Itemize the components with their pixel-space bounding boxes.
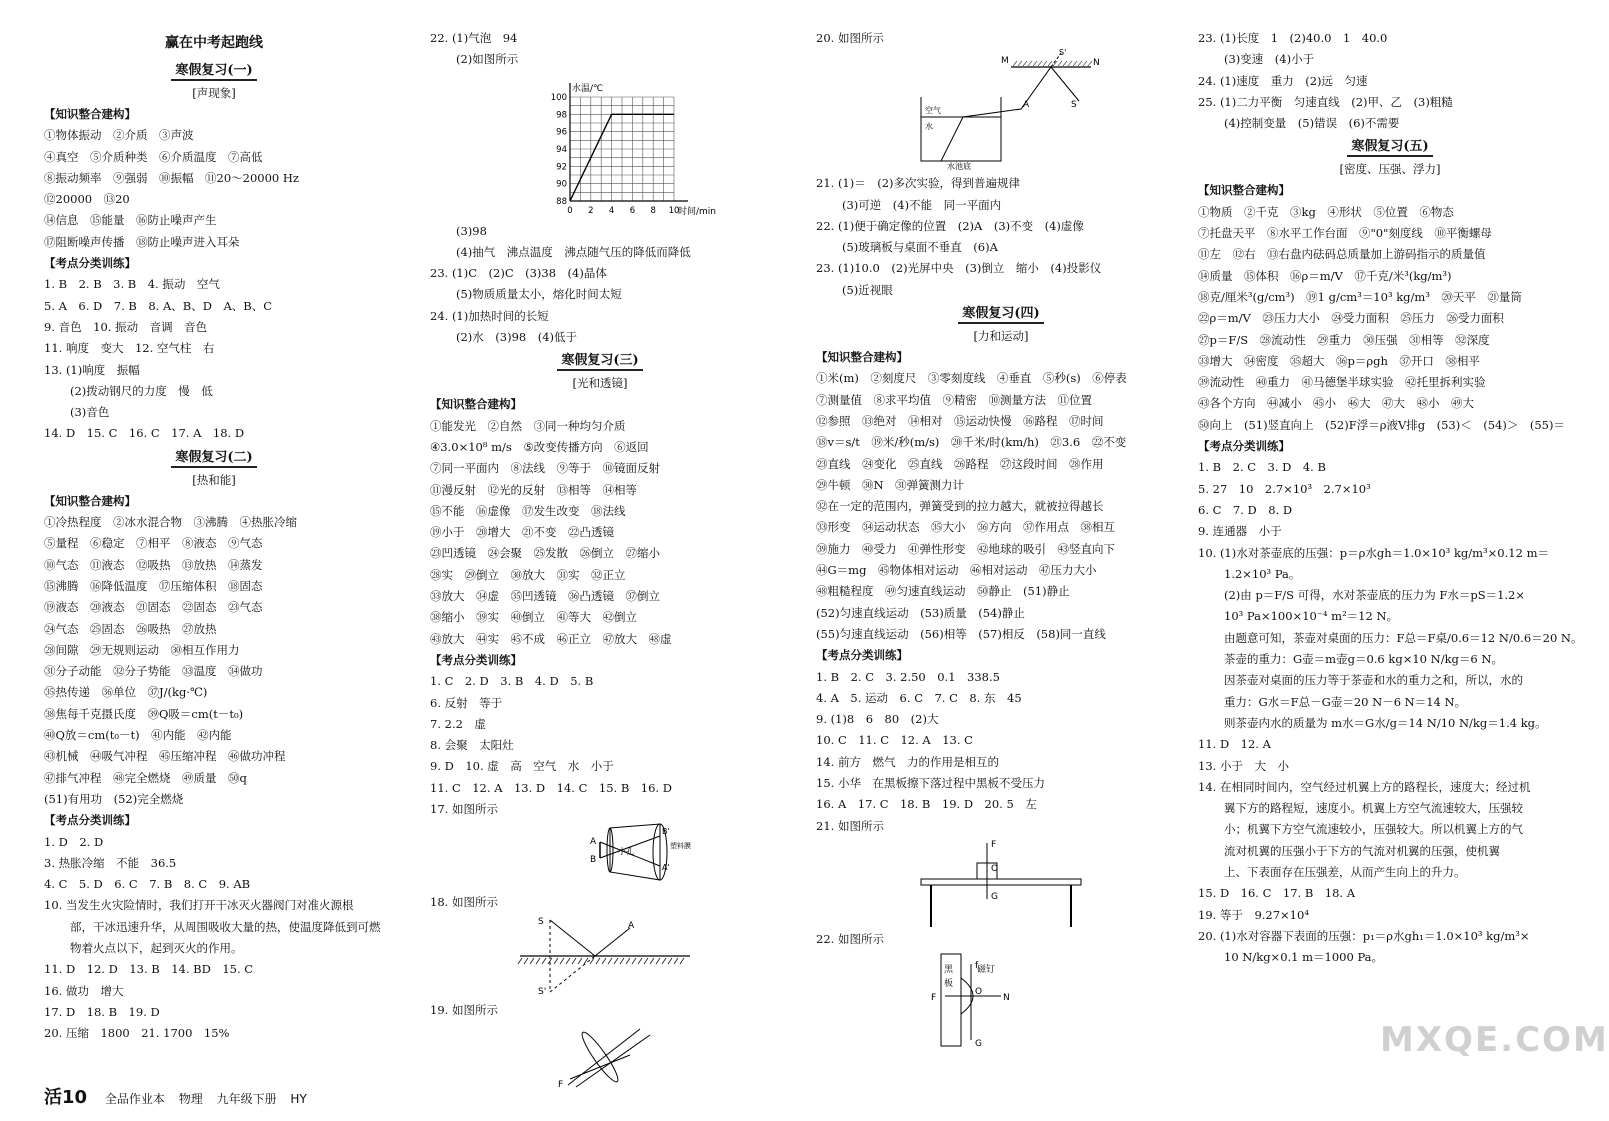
figure-label: 磁钉 <box>977 965 996 976</box>
section-subtitle: [密度、压强、浮力] <box>1339 162 1441 177</box>
figure-label: G <box>991 891 998 902</box>
answer-line: 17. 如图所示 <box>430 802 498 817</box>
answer-line: ㉟热传递 ㊱单位 ㊲J/(kg·℃) <box>44 685 208 700</box>
mirror-hatch <box>1038 61 1042 66</box>
mirror-hatch <box>1063 61 1067 66</box>
answer-line: (5)玻璃板与桌面不垂直 (6)A <box>842 240 998 255</box>
answer-line: 13. (1)响度 振幅 <box>44 362 140 377</box>
answer-line: ㊵Q放＝cm(t₀－t) ㊶内能 ㊷内能 <box>44 728 232 743</box>
answer-line: 9. 音色 10. 振动 音调 音色 <box>44 319 208 334</box>
answer-line: 24. (1)速度 重力 (2)远 匀速 <box>1198 73 1368 88</box>
answer-line: ㉛分子动能 ㉜分子势能 ㉝温度 ㉞做功 <box>44 664 263 679</box>
section-title-text: 寒假复习(五) <box>1347 139 1432 157</box>
section-heading: 【知识整合建构】 <box>44 493 136 508</box>
answer-line: (3)变速 (4)小于 <box>1224 52 1315 67</box>
answer-line: ⑦托盘天平 ⑧水平工作台面 ⑨"0"刻度线 ⑩平衡螺母 <box>1198 226 1492 241</box>
y-axis-label: 水温/℃ <box>572 83 604 94</box>
figure-blackboard <box>816 950 1186 1050</box>
mirror-hatch <box>554 958 558 964</box>
x-tick-label: 8 <box>650 205 656 216</box>
section-heading: 【考点分类训练】 <box>1198 439 1290 454</box>
answer-line: 19. 如图所示 <box>430 1002 498 1017</box>
answer-line: 20. (1)水对容器下表面的压强：p₁＝ρ水gh₁＝1.0×10³ kg/m³× <box>1198 928 1530 943</box>
answer-line: 物着火点以下，起到灭火的作用。 <box>70 940 243 955</box>
mirror-hatch <box>1018 61 1022 66</box>
answer-line: 翼下方的路程短，速度小。机翼上方空气流速较大，压强较 <box>1224 801 1523 816</box>
answer-line: 10³ Pa×100×10⁻⁴ m²＝12 N。 <box>1224 609 1399 624</box>
figure-label: F <box>558 1079 564 1090</box>
mirror-hatch <box>584 958 588 964</box>
table-top <box>921 879 1081 885</box>
answer-line: ⑤量程 ⑥稳定 ⑦相平 ⑧液态 ⑨气态 <box>44 536 263 551</box>
mirror-hatch <box>542 958 546 964</box>
mirror-hatch <box>596 958 600 964</box>
answer-line: ㊿向上 (51)竖直向上 (52)F浮＝ρ液V排g (53)＜ (54)＞ (55)＝ <box>1198 417 1565 432</box>
section-title <box>44 58 384 82</box>
answer-line: 1. B 2. C 3. 2.50 0.1 338.5 <box>816 669 1000 684</box>
answer-line: ⑭质量 ⑮体积 ⑯ρ＝m/V ⑰千克/米³(kg/m³) <box>1198 268 1452 283</box>
edition: HY <box>290 1092 307 1106</box>
answer-line: ⑦同一平面内 ⑧法线 ⑨等于 ⑩镜面反射 <box>430 461 660 476</box>
answer-line: 14. D 15. C 16. C 17. A 18. D <box>44 426 245 441</box>
answer-line: ㊹G＝mg ㊺物体相对运动 ㊻相对运动 ㊼压力大小 <box>816 563 1097 578</box>
figure-label: G <box>975 1039 982 1050</box>
page-title: 赢在中考起跑线 <box>165 35 263 51</box>
section-title <box>816 301 1186 325</box>
figure-label: B <box>590 855 597 866</box>
section-title <box>430 348 770 372</box>
figure-pinhole <box>430 820 770 892</box>
answer-line: 15. D 16. C 17. B 18. A <box>1198 886 1356 901</box>
answer-line: 6. 反射 等于 <box>430 695 503 710</box>
answer-line: 6. C 7. D 8. D <box>1198 502 1293 517</box>
answer-line: (55)匀速直线运动 (56)相等 (57)相反 (58)同一直线 <box>816 626 1106 641</box>
answer-line: ⑲液态 ⑳液态 ㉑固态 ㉒固态 ㉓气态 <box>44 600 263 615</box>
answer-line: 4. A 5. 运动 6. C 7. C 8. 东 45 <box>816 690 1022 705</box>
figure-label: M <box>1001 56 1009 67</box>
answer-line: 因茶壶对桌面的压力等于茶壶和水的重力之和，所以，水的 <box>1224 673 1523 688</box>
pinhole-diagram <box>510 820 690 892</box>
answer-line: 17. D 18. B 19. D <box>44 1004 160 1019</box>
answer-line: 3. 热胀冷缩 不能 36.5 <box>44 855 177 870</box>
answer-line: 由题意可知，茶壶对桌面的压力：F总＝F桌/0.6＝12 N/0.6＝20 N。 <box>1224 630 1583 645</box>
figure-table <box>816 837 1186 929</box>
figure-label: S' <box>1059 48 1067 58</box>
figure-refract <box>816 49 1186 173</box>
figure-label: 塑料膜 <box>670 842 691 851</box>
section-heading: 【知识整合建构】 <box>430 397 522 412</box>
mirror-hatch <box>602 958 606 964</box>
answer-line: 9. 连通器 小于 <box>1198 524 1282 539</box>
answer-line: 21. 如图所示 <box>816 818 884 833</box>
mirror-hatch <box>1083 61 1087 66</box>
figure-label: B' <box>662 827 670 837</box>
figure-label: 空气 <box>925 106 941 116</box>
answer-line: ⑲小于 ⑳增大 ㉑不变 ㉒凸透镜 <box>430 525 614 540</box>
answer-line: 5. 27 10 2.7×10³ 2.7×10³ <box>1198 481 1371 496</box>
figure-label: A <box>590 837 597 848</box>
answer-line: ㉓凹透镜 ㉔会聚 ㉕发散 ㉖倒立 ㉗缩小 <box>430 546 660 561</box>
lens-diagram <box>510 1021 690 1091</box>
section-heading: 【知识整合建构】 <box>1198 183 1290 198</box>
answer-line: ㉝放大 ㉞虚 ㉟凹透镜 ㊱凸透镜 ㊲倒立 <box>430 589 660 604</box>
mirror-hatch <box>524 958 528 964</box>
blackboard-diagram <box>901 950 1101 1050</box>
figure-label: S <box>538 916 544 927</box>
light-ray <box>568 1029 640 1085</box>
light-ray <box>570 1055 630 1079</box>
mirror-hatch <box>644 958 648 964</box>
x-tick-label: 0 <box>567 205 573 216</box>
figure-label: N <box>1003 993 1010 1004</box>
answer-line: 13. 小于 大 小 <box>1198 758 1289 773</box>
answer-line: ㊸放大 ㊹实 ㊺不成 ㊻正立 ㊼放大 ㊽虚 <box>430 631 672 646</box>
answer-line: (4)抽气 沸点温度 沸点随气压的降低而降低 <box>456 244 691 259</box>
answer-line: 1. B 2. C 3. D 4. B <box>1198 460 1326 475</box>
figure-mirror <box>430 914 770 1000</box>
x-tick-label: 2 <box>588 205 594 216</box>
answer-line: 11. C 12. A 13. D 14. C 15. B 16. D <box>430 780 672 795</box>
virtual-ray <box>550 956 595 992</box>
answer-line: 16. 做功 增大 <box>44 983 124 998</box>
mirror-hatch <box>590 958 594 964</box>
answer-line: (3)98 <box>456 223 487 238</box>
mirror-hatch <box>626 958 630 964</box>
answer-line: 茶壶的重力：G壶＝m壶g＝0.6 kg×10 N/kg＝6 N。 <box>1224 652 1503 667</box>
section-title-text: 寒假复习(二) <box>171 450 256 468</box>
y-tick-label: 100 <box>550 92 567 103</box>
answer-line: ⑮不能 ⑯虚像 ⑰发生改变 ⑱法线 <box>430 503 626 518</box>
answer-line: 24. (1)加热时间的长短 <box>430 308 549 323</box>
answer-line: 5. A 6. D 7. B 8. A、B、D A、B、C <box>44 298 273 313</box>
answer-line: ①冷热程度 ②冰水混合物 ③沸腾 ④热胀冷缩 <box>44 515 297 530</box>
answer-line: (51)有用功 (52)完全燃烧 <box>44 791 184 806</box>
answer-line: ㉙牛顿 ㉚N ㉛弹簧测力计 <box>816 477 965 492</box>
column-3 <box>816 28 1186 1085</box>
answer-line: ⑭信息 ⑮能量 ⑯防止噪声产生 <box>44 213 217 228</box>
answer-line: 11. 响度 变大 12. 空气柱 右 <box>44 341 215 356</box>
answer-line: 11. D 12. D 13. B 14. BD 15. C <box>44 962 254 977</box>
incident-ray <box>550 920 595 956</box>
figure-label: 水池底 <box>947 162 971 172</box>
graph-diagram <box>500 71 717 221</box>
answer-line: ④真空 ⑤介质种类 ⑥介质温度 ⑦高低 <box>44 149 263 164</box>
answer-line: 1.2×10³ Pa。 <box>1224 566 1301 581</box>
answer-line: 上、下表面存在压强差，从而产生向上的升力。 <box>1224 864 1466 879</box>
answer-line: 22. (1)便于确定像的位置 (2)A (3)不变 (4)虚像 <box>816 218 1084 233</box>
answer-line: 11. D 12. A <box>1198 737 1271 752</box>
mirror-hatch <box>1013 61 1017 66</box>
section-heading: 【考点分类训练】 <box>44 256 136 271</box>
light-path <box>941 67 1079 161</box>
x-axis-label: 时间/min <box>678 206 717 217</box>
y-tick-label: 88 <box>556 196 567 207</box>
answer-line: 14. 在相同时间内，空气经过机翼上方的路程长，速度大；经过机 <box>1198 779 1531 794</box>
mirror-hatch <box>566 958 570 964</box>
section-title-text: 寒假复习(三) <box>557 353 642 371</box>
answer-line: (5)近视眼 <box>842 282 893 297</box>
answer-line: 23. (1)长度 1 (2)40.0 1 40.0 <box>1198 31 1388 45</box>
section-title-text: 寒假复习(四) <box>958 306 1043 324</box>
figure-label: A <box>628 920 635 931</box>
answer-line: 15. 小华 在黑板擦下落过程中黑板不受压力 <box>816 776 1045 791</box>
answer-line: ①物质 ②千克 ③kg ④形状 ⑤位置 ⑥物态 <box>1198 204 1454 219</box>
mirror-hatch <box>668 958 672 964</box>
section-heading: 【考点分类训练】 <box>44 813 136 828</box>
answer-line: ㉝形变 ㉞运动状态 ㉟大小 ㊱方向 ㊲作用点 ㊳相互 <box>816 520 1115 535</box>
mirror-hatch <box>674 958 678 964</box>
answer-line: ㉘实 ㉙倒立 ㉚放大 ㉛实 ㉜正立 <box>430 567 626 582</box>
answer-line: 16. A 17. C 18. B 19. D 20. 5 左 <box>816 797 1037 812</box>
answer-line: ⑫参照 ⑬绝对 ⑭相对 ⑮运动快慢 ⑯路程 ⑰时间 <box>816 413 1104 428</box>
answer-line: ㊸各个方向 ㊹减小 ㊺小 ㊻大 ㊼大 ㊽小 ㊾大 <box>1198 396 1474 411</box>
answer-line: 7. 2.2 虚 <box>430 716 486 731</box>
light-ray <box>576 1035 650 1087</box>
answer-line: (2)水 (3)98 (4)低于 <box>456 330 578 345</box>
answer-line: (2)如图所示 <box>456 52 519 67</box>
answer-line: 20. 如图所示 <box>816 31 884 45</box>
figure-label: f <box>975 961 979 972</box>
answer-line: ㉝增大 ㉞密度 ㉟超大 ㊱p＝ρgh ㊲开口 ㊳相平 <box>1198 353 1480 368</box>
answer-line: ①物体振动 ②介质 ③声波 <box>44 128 194 143</box>
reflected-ray <box>595 928 630 956</box>
answer-line: 9. D 10. 虚 高 空气 水 小于 <box>430 759 614 774</box>
figure-label: F <box>991 839 997 850</box>
section-subtitle: [力和运动] <box>973 329 1029 344</box>
answer-line: 22. (1)气泡 94 <box>430 31 518 45</box>
answer-line: ⑱克/厘米³(g/cm³) ⑲1 g/cm³＝10³ kg/m³ ⑳天平 ㉑量筒 <box>1198 289 1522 304</box>
answer-line: ⑧振动频率 ⑨强弱 ⑩振幅 ⑪20～20000 Hz <box>44 170 299 185</box>
answer-line: ④3.0×10⁸ m/s ⑤改变传播方向 ⑥返回 <box>430 439 649 454</box>
answer-line: ㊽粗糙程度 ㊾匀速直线运动 ㊿静止 (51)静止 <box>816 584 1070 599</box>
answer-line: ㉓直线 ㉔变化 ㉕直线 ㉖路程 ㉗这段时间 ㉘作用 <box>816 456 1104 471</box>
answer-line: 10. (1)水对茶壶底的压强：p＝ρ水gh＝1.0×10³ kg/m³×0.12 m＝ <box>1198 545 1549 560</box>
figure-label: 水 <box>925 122 933 132</box>
answer-line: 22. 如图所示 <box>816 931 884 946</box>
answer-line: 重力：G水＝F总－G壶＝20 N－6 N＝14 N。 <box>1224 694 1467 709</box>
answer-line: 小；机翼下方空气流速较小，压强较大。所以机翼上方的气 <box>1224 822 1523 837</box>
figure-lens <box>430 1021 770 1091</box>
mirror-hatch <box>578 958 582 964</box>
answer-line: ㊴流动性 ㊵重力 ㊶马德堡半球实验 ㊷托里拆利实验 <box>1198 375 1486 390</box>
section-title <box>1198 134 1582 158</box>
answer-line: ㉗p＝F/S ㉘流动性 ㉙重力 ㉚压强 ㉛相等 ㉜深度 <box>1198 332 1490 347</box>
answer-line: 流对机翼的压强小于下方的气流对机翼的压强，使机翼 <box>1224 843 1500 858</box>
mirror-hatch <box>530 958 534 964</box>
answer-line: 23. (1)10.0 (2)光屏中央 (3)倒立 缩小 (4)投影仪 <box>816 261 1102 276</box>
mirror-hatch <box>1068 61 1072 66</box>
answer-line: 20. 压缩 1800 21. 1700 15% <box>44 1026 230 1041</box>
mirror-hatch <box>560 958 564 964</box>
mirror-hatch <box>620 958 624 964</box>
figure-label: 黑 <box>944 965 954 976</box>
answer-line: ㉜在一定的范围内，弹簧受到的拉力越大，就被拉得越长 <box>816 499 1104 514</box>
mirror-hatch <box>1028 61 1032 66</box>
answer-line: 10. C 11. C 12. A 13. C <box>816 733 973 748</box>
mirror-hatch <box>656 958 660 964</box>
section-heading: 【考点分类训练】 <box>816 648 908 663</box>
mirror-hatch <box>518 958 522 964</box>
answer-line: 10. 当发生火灾险情时，我们打开干冰灭火器阀门对准火源根 <box>44 898 354 913</box>
mirror-diagram <box>500 914 700 1000</box>
book-name: 全品作业本 <box>104 1092 165 1106</box>
answer-line: 25. (1)二力平衡 匀速直线 (2)甲、乙 (3)粗糙 <box>1198 94 1453 109</box>
section-heading: 【知识整合建构】 <box>44 107 136 121</box>
answer-line: ①米(m) ②刻度尺 ③零刻度线 ④垂直 ⑤秒(s) ⑥停表 <box>816 371 1127 386</box>
figure-label: N <box>1093 58 1100 69</box>
answer-line: ㊸机械 ㊹吸气冲程 ㊺压缩冲程 ㊻做功冲程 <box>44 749 286 764</box>
figure-label: 小孔 <box>618 847 634 857</box>
figure-label: A' <box>662 863 670 873</box>
subject: 物理 <box>178 1092 203 1106</box>
answer-line: ㊴施力 ㊵受力 ㊶弹性形变 ㊷地球的吸引 ㊸竖直向下 <box>816 541 1115 556</box>
section-subtitle: [光和透镜] <box>572 376 628 391</box>
answer-line: (4)控制变量 (5)错误 (6)不需要 <box>1224 116 1400 131</box>
table-diagram <box>901 837 1101 929</box>
x-tick-label: 4 <box>608 205 615 216</box>
answer-line: (2)由 p＝F/S 可得，水对茶壶底的压力为 F水＝pS＝1.2× <box>1224 588 1525 603</box>
section-heading: 【考点分类训练】 <box>430 652 522 667</box>
mirror-hatch <box>1048 61 1052 66</box>
lens <box>578 1029 622 1085</box>
answer-line: (3)可逆 (4)不能 同一平面内 <box>842 197 1002 212</box>
figure-label: S' <box>538 986 547 997</box>
answer-line: ⑫20000 ⑬20 <box>44 192 130 207</box>
figure-label: 板 <box>944 979 954 990</box>
answer-line: ⑱v＝s/t ⑲米/秒(m/s) ⑳千米/时(km/h) ㉑3.6 ㉒不变 <box>816 435 1127 450</box>
column-1 <box>44 28 384 1085</box>
answer-line: ㉒ρ＝m/V ㉓压力大小 ㉔受力面积 ㉕压力 ㉖受力面积 <box>1198 311 1504 326</box>
answer-line: 8. 会聚 太阳灶 <box>430 738 514 753</box>
figure-label: A <box>1023 100 1030 111</box>
page-number: 活10 <box>44 1087 88 1108</box>
answer-line: 9. (1)8 6 80 (2)大 <box>816 712 939 727</box>
answer-line: 21. (1)＝ (2)多次实验，得到普遍规律 <box>816 176 1021 191</box>
answer-line: 19. 等于 9.27×10⁴ <box>1198 907 1309 922</box>
answer-line: ㊼排气冲程 ㊽完全燃烧 ㊾质量 ㊿q <box>44 770 247 785</box>
x-tick-label: 6 <box>629 205 636 216</box>
y-tick-label: 92 <box>556 161 567 172</box>
answer-line: (52)匀速直线运动 (53)质量 (54)静止 <box>816 605 1025 620</box>
mirror-hatch <box>632 958 636 964</box>
answer-line: ㊳焦每千克摄氏度 ㊴Q吸＝cm(t－t₀) <box>44 706 244 721</box>
answer-line: (2)拨动钢尺的力度 慢 低 <box>70 383 213 398</box>
answer-line: ①能发光 ②自然 ③同一种均匀介质 <box>430 418 626 433</box>
y-tick-label: 94 <box>556 144 567 155</box>
answer-line: ⑩气态 ⑪液态 ⑫吸热 ⑬放热 ⑭蒸发 <box>44 557 263 572</box>
answer-line: 23. (1)C (2)C (3)38 (4)晶体 <box>430 266 607 281</box>
section-title <box>44 445 384 469</box>
x-tick-label: 10 <box>668 205 680 216</box>
section-heading: 【知识整合建构】 <box>816 350 908 365</box>
answer-line: ⑦测量值 ⑧求平均值 ⑨精密 ⑩测量方法 ⑪位置 <box>816 392 1092 407</box>
answer-line: ⑪左 ⑫右 ⑬右盘内砝码总质量加上游码指示的质量值 <box>1198 247 1486 262</box>
page-footer <box>44 1083 317 1109</box>
answer-line: (5)物质质量太小，熔化时间太短 <box>456 287 622 302</box>
answer-line: 1. C 2. D 3. B 4. D 5. B <box>430 674 594 689</box>
answer-line: 4. C 5. D 6. C 7. B 8. C 9. AB <box>44 877 251 892</box>
answer-line: ㉘间隙 ㉙无规则运动 ㉚相互作用力 <box>44 642 240 657</box>
figure-label: S <box>1071 100 1077 111</box>
column-2 <box>430 28 770 1090</box>
y-tick-label: 96 <box>556 127 567 138</box>
section-subtitle: [声现象] <box>192 86 236 100</box>
answer-line: 14. 前方 燃气 力的作用是相互的 <box>816 754 999 769</box>
mirror-hatch <box>1058 61 1062 66</box>
answer-line: 则茶壶内水的质量为 m水＝G水/g＝14 N/10 N/kg＝1.4 kg。 <box>1224 715 1547 730</box>
mirror-hatch <box>536 958 540 964</box>
mirror-hatch <box>638 958 642 964</box>
mirror-hatch <box>650 958 654 964</box>
answer-line: ㊳缩小 ㊴实 ㊵倒立 ㊶等大 ㊷倒立 <box>430 610 637 625</box>
answer-line: ⑰阻断噪声传播 ⑱防止噪声进入耳朵 <box>44 234 240 249</box>
mirror-hatch <box>1033 61 1037 66</box>
figure-label: F <box>931 993 937 1004</box>
figure-label: O <box>991 863 999 874</box>
answer-line: 1. B 2. B 3. B 4. 振动 空气 <box>44 277 220 292</box>
y-tick-label: 90 <box>556 179 567 190</box>
answer-line: ㉔气态 ㉕固态 ㉖吸热 ㉗放热 <box>44 621 217 636</box>
answer-line: 18. 如图所示 <box>430 895 498 910</box>
watermark: MXQE.COM <box>1380 1020 1609 1060</box>
figure-graph <box>430 71 770 221</box>
y-tick-label: 98 <box>556 109 567 120</box>
answer-line: (3)音色 <box>70 405 110 420</box>
section-title-text: 寒假复习(一) <box>171 63 256 81</box>
mirror-hatch <box>680 958 684 964</box>
mirror-hatch <box>1043 61 1047 66</box>
mirror-hatch <box>572 958 576 964</box>
answer-line: ⑪漫反射 ⑫光的反射 ⑬相等 ⑭相等 <box>430 482 637 497</box>
mirror-hatch <box>1078 61 1082 66</box>
column-4 <box>1198 28 1582 1085</box>
answer-line: 1. D 2. D <box>44 834 104 849</box>
refract-diagram <box>901 49 1101 173</box>
answer-line: ⑮沸腾 ⑯降低温度 ⑰压缩体积 ⑱固态 <box>44 578 263 593</box>
section-subtitle: [热和能] <box>192 472 236 487</box>
mirror-hatch <box>1088 61 1092 66</box>
mirror-hatch <box>614 958 618 964</box>
mirror-hatch <box>1023 61 1027 66</box>
figure-label: O <box>975 987 983 998</box>
answer-line: 部，干冰迅速升华，从周围吸收大量的热，使温度降低到可燃 <box>70 919 381 934</box>
grade: 九年级下册 <box>216 1092 277 1106</box>
mirror-hatch <box>1073 61 1077 66</box>
mirror-hatch <box>608 958 612 964</box>
answer-line: 10 N/kg×0.1 m＝1000 Pa。 <box>1224 950 1384 965</box>
mirror-hatch <box>662 958 666 964</box>
